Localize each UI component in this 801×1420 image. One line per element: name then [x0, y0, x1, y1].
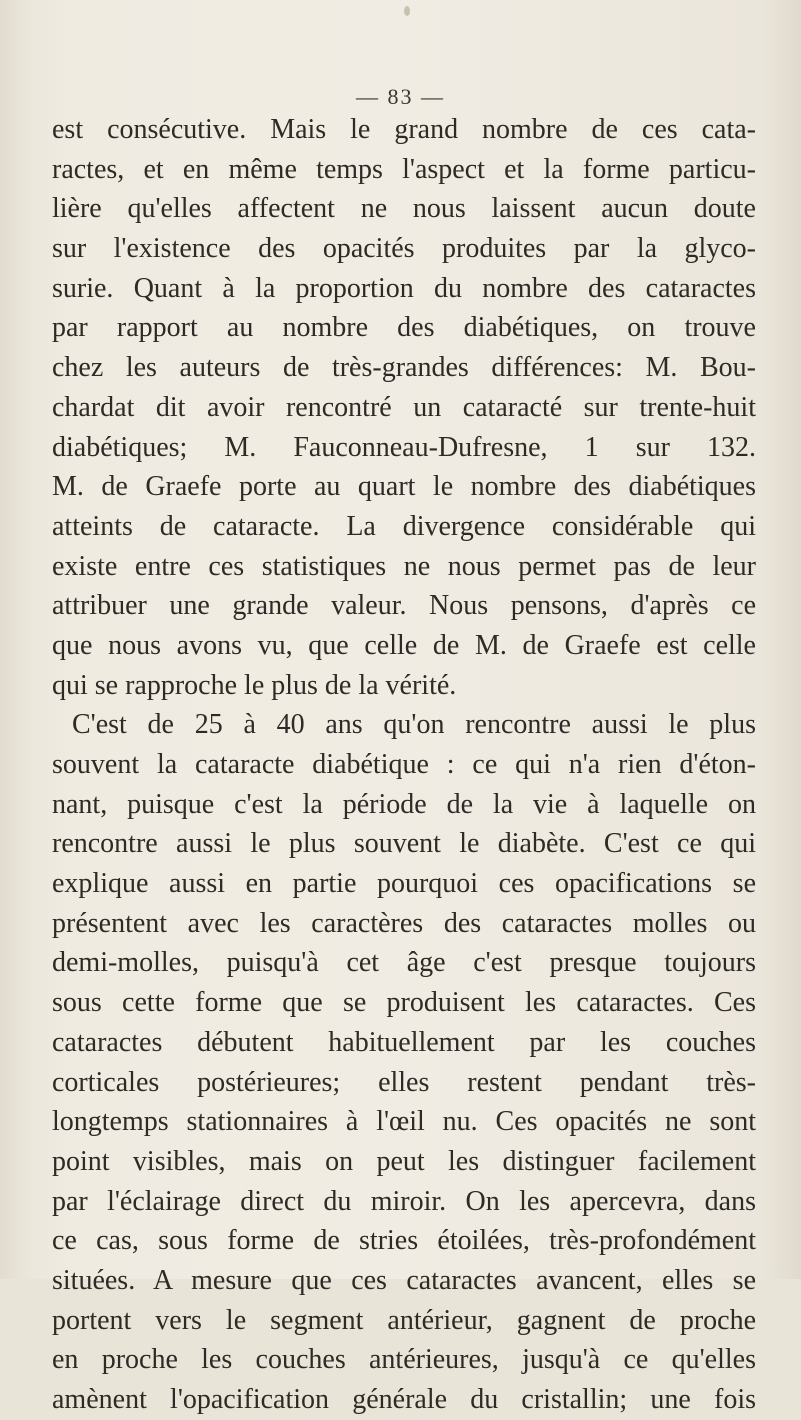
- text-line: est consécutive. Mais le grand nombre de ces cata-: [52, 114, 756, 145]
- text-line: ce cas, sous forme de stries étoilées, très-profondément: [52, 1225, 756, 1257]
- text-line: portent vers le segment antérieur, gagnent de proche: [52, 1304, 756, 1336]
- text-line: ractes, et en même temps l'aspect et la forme particu-: [52, 153, 756, 185]
- text-line: nant, puisque c'est la période de la vie à laquelle on: [52, 788, 756, 820]
- text-line: atteints de cataracte. La divergence considérable qui: [52, 510, 756, 542]
- text-line: chardat dit avoir rencontré un cataracté sur trente-huit: [52, 391, 756, 423]
- text-line: existe entre ces statistiques ne nous permet pas de leur: [52, 550, 756, 582]
- text-line: surie. Quant à la proportion du nombre des cataractes: [52, 272, 756, 304]
- text-line: rencontre aussi le plus souvent le diabète. C'est ce qui: [52, 828, 756, 860]
- text-line: qui se rapproche le plus de la vérité.: [52, 669, 457, 701]
- text-line: longtemps stationnaires à l'œil nu. Ces opacités ne sont: [52, 1106, 756, 1138]
- text-line: cataractes débutent habituellement par les couches: [52, 1026, 756, 1058]
- text-line: diabétiques; M. Fauconneau-Dufresne, 1 sur 132.: [52, 431, 756, 463]
- text-line: situées. A mesure que ces cataractes avancent, elles se: [52, 1264, 756, 1296]
- text-line: en proche les couches antérieures, jusqu'à ce qu'elles: [52, 1344, 756, 1376]
- text-line: explique aussi en partie pourquoi ces opacifications se: [52, 868, 756, 900]
- text-line: chez les auteurs de très-grandes différences: M. Bou-: [52, 352, 756, 384]
- text-line: amènent l'opacification générale du cristallin; une fois: [52, 1384, 756, 1415]
- text-line: point visibles, mais on peut les distinguer facilement: [52, 1145, 756, 1177]
- body-text: [52, 110, 756, 1420]
- text-line: C'est de 25 à 40 ans qu'on rencontre aussi le plus: [72, 709, 756, 741]
- text-line: que nous avons vu, que celle de M. de Graefe est celle: [52, 629, 756, 661]
- text-line: lière qu'elles affectent ne nous laissent aucun doute: [52, 193, 756, 225]
- text-line: par rapport au nombre des diabétiques, on trouve: [52, 312, 756, 344]
- text-line: sous cette forme que se produisent les cataractes. Ces: [52, 987, 756, 1019]
- text-line: corticales postérieures; elles restent pendant très-: [52, 1066, 756, 1098]
- text-line: attribuer une grande valeur. Nous pensons, d'après ce: [52, 590, 756, 622]
- text-line: M. de Graefe porte au quart le nombre des diabétiques: [52, 471, 756, 503]
- text-line: par l'éclairage direct du miroir. On les apercevra, dans: [52, 1185, 756, 1217]
- text-line: souvent la cataracte diabétique : ce qui n'a rien d'éton-: [52, 749, 756, 780]
- page-number: — 83 —: [356, 84, 445, 109]
- paper-speck: [404, 6, 410, 16]
- text-line: sur l'existence des opacités produites par la glyco-: [52, 233, 756, 265]
- text-line: présentent avec les caractères des cataractes molles ou: [52, 907, 756, 939]
- text-line: demi-molles, puisqu'à cet âge c'est presque toujours: [52, 947, 756, 979]
